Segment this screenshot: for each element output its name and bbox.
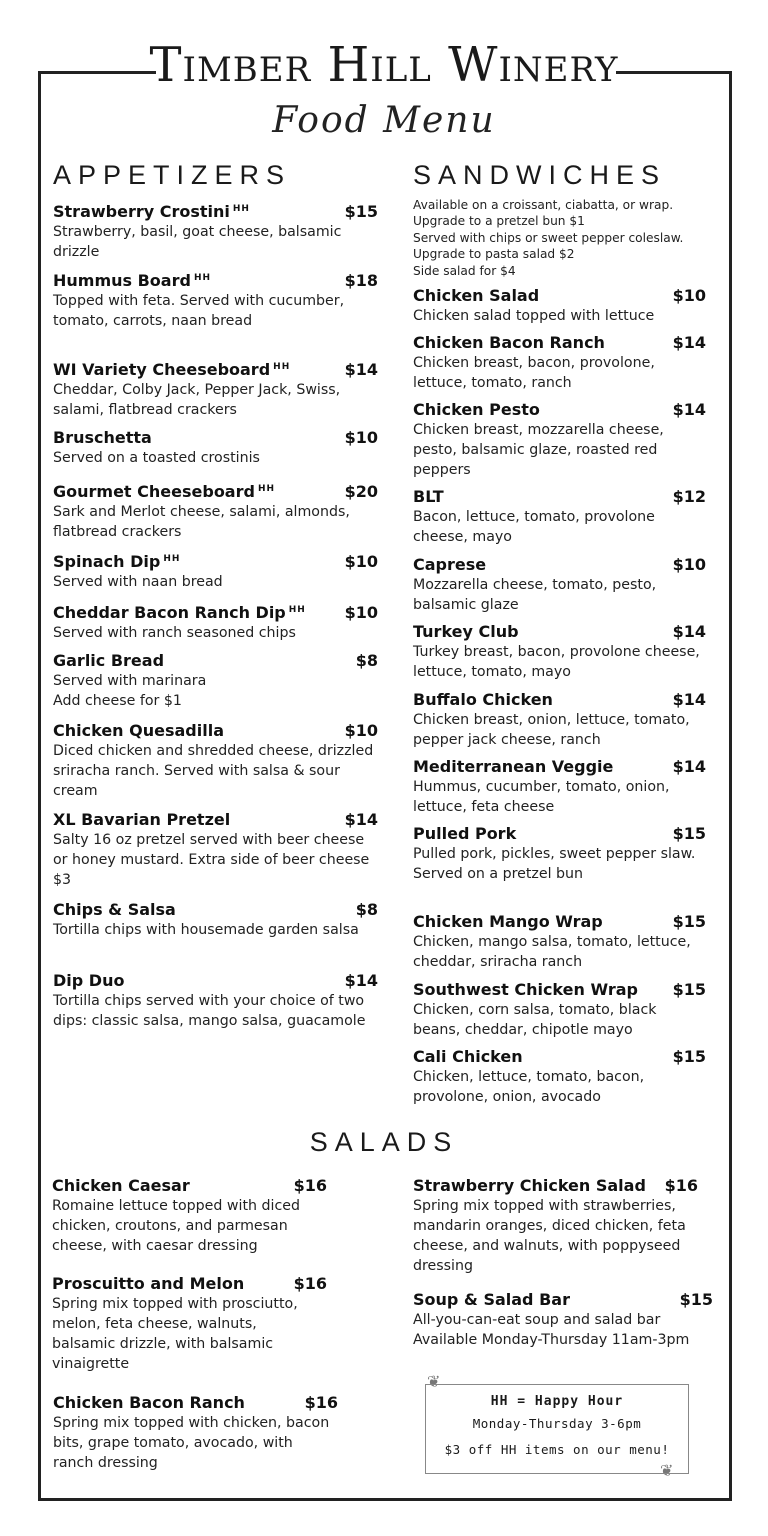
appetizer-item: [53, 549, 378, 592]
sandwich-item: [413, 487, 706, 547]
item-description: Chicken breast, bacon, provolone, lettuce, tomato, ranch: [413, 355, 655, 391]
sandwich-item: [413, 912, 706, 972]
salad-item: [53, 1393, 338, 1473]
sandwich-note: Upgrade to pasta salad $2: [413, 247, 575, 262]
item-name: Bruschetta: [53, 428, 152, 447]
happy-hour-days: Monday-Thursday 3-6pm: [472, 1416, 642, 1431]
appetizer-item: [53, 268, 378, 331]
item-price: $10: [672, 286, 706, 305]
item-description: Served on a toasted crostinis: [53, 450, 260, 466]
item-price: $10: [344, 721, 378, 740]
item-description: Served with marinara Add cheese for $1: [53, 673, 207, 709]
hh-tag: HH: [257, 484, 276, 494]
item-name: Hummus Board: [53, 271, 191, 290]
item-price: $8: [355, 651, 378, 670]
happy-hour-title: HH = Happy Hour: [490, 1394, 624, 1409]
menu-subtitle: Food Menu: [272, 100, 496, 141]
appetizer-item: [53, 721, 378, 801]
sandwich-item: [413, 555, 706, 615]
item-price: $18: [344, 271, 378, 290]
appetizer-item: [53, 900, 378, 940]
sandwich-note: Side salad for $4: [413, 263, 516, 278]
item-price: $12: [672, 487, 706, 506]
item-price: $10: [672, 555, 706, 574]
item-description: Chicken breast, onion, lettuce, tomato, pepper jack cheese, ranch: [413, 712, 690, 748]
appetizer-item: [53, 810, 378, 890]
sandwich-item: [413, 286, 706, 326]
appetizers-title: APPETIZERS: [53, 160, 292, 190]
salad-item: [52, 1176, 327, 1256]
sandwich-note: Upgrade to a pretzel bun $1: [413, 214, 585, 229]
happy-hour-box: [425, 1384, 689, 1474]
item-name: BLT: [413, 487, 444, 506]
item-price: $14: [672, 690, 706, 709]
leaf-sprig-icon: ❦: [427, 1372, 441, 1391]
appetizer-item: [53, 651, 378, 711]
item-description: Spring mix topped with prosciutto, melon, feta cheese, walnuts, balsamic drizzle, with balsamic vinaigrette: [52, 1296, 298, 1372]
hh-tag: HH: [163, 554, 181, 564]
item-name: XL Bavarian Pretzel: [53, 810, 231, 829]
appetizer-item: [53, 600, 378, 643]
item-description: Hummus, cucumber, tomato, onion, lettuce, feta cheese: [413, 779, 670, 815]
sandwich-item: [413, 757, 706, 817]
item-description: Pulled pork, pickles, sweet pepper slaw. Served on a pretzel bun: [413, 846, 696, 882]
hh-tag: HH: [193, 273, 212, 283]
appetizer-item: [53, 428, 378, 468]
item-name: Chips & Salsa: [53, 900, 176, 919]
item-description: Chicken, lettuce, tomato, bacon, provolone, onion, avocado: [413, 1069, 645, 1105]
item-description: Salty 16 oz pretzel served with beer cheese or honey mustard. Extra side of beer cheese $3: [53, 832, 370, 888]
item-name: Turkey Club: [413, 622, 519, 641]
item-price: $16: [293, 1274, 327, 1293]
item-name: Garlic Bread: [53, 651, 165, 670]
item-name: Chicken Bacon Ranch: [53, 1393, 245, 1412]
item-description: Chicken, mango salsa, tomato, lettuce, cheddar, sriracha ranch: [413, 934, 691, 970]
item-name: Mediterranean Veggie: [413, 757, 614, 776]
item-price: $15: [672, 912, 706, 931]
sandwich-item: [413, 400, 706, 480]
item-description: Served with ranch seasoned chips: [53, 625, 296, 641]
sandwich-item: [413, 980, 706, 1040]
item-description: Sark and Merlot cheese, salami, almonds, flatbread crackers: [53, 504, 350, 540]
item-description: Mozzarella cheese, tomato, pesto, balsamic glaze: [413, 577, 657, 613]
salad-item: [413, 1176, 698, 1276]
item-description: Turkey breast, bacon, provolone cheese, lettuce, tomato, mayo: [413, 644, 700, 680]
item-description: Strawberry, basil, goat cheese, balsamic drizzle: [53, 224, 342, 260]
sandwiches-title: SANDWICHES: [413, 160, 667, 190]
item-description: Romaine lettuce topped with diced chicken, croutons, and parmesan cheese, with caesar dressing: [52, 1198, 301, 1254]
salad-item: [52, 1274, 327, 1374]
item-price: $15: [679, 1290, 713, 1309]
sandwich-note: Available on a croissant, ciabatta, or wrap.: [413, 198, 674, 212]
salad-item: [413, 1290, 713, 1350]
item-price: $14: [672, 622, 706, 641]
item-name: Chicken Caesar: [52, 1176, 190, 1195]
item-description: Tortilla chips served with your choice of two dips: classic salsa, mango salsa, guacamole: [53, 993, 366, 1029]
item-name: Strawberry Chicken Salad: [413, 1176, 646, 1195]
sandwich-item: [413, 690, 706, 750]
appetizer-item: [53, 199, 378, 262]
item-name: Soup & Salad Bar: [413, 1290, 570, 1309]
item-description: Diced chicken and shredded cheese, drizzled sriracha ranch. Served with salsa & sour cream: [53, 743, 374, 799]
item-price: $14: [672, 757, 706, 776]
sandwich-item: [413, 622, 706, 682]
item-name: Chicken Mango Wrap: [413, 912, 603, 931]
item-price: $16: [664, 1176, 698, 1195]
item-name: Chicken Pesto: [413, 400, 540, 419]
item-name: Cheddar Bacon Ranch Dip: [53, 603, 286, 622]
item-price: $10: [344, 552, 378, 571]
item-price: $16: [293, 1176, 327, 1195]
item-description: Chicken breast, mozzarella cheese, pesto, balsamic glaze, roasted red peppers: [413, 422, 664, 478]
item-name: Chicken Salad: [413, 286, 540, 305]
item-name: Buffalo Chicken: [413, 690, 553, 709]
hh-tag: HH: [232, 204, 250, 214]
appetizer-item: [53, 971, 378, 1031]
item-price: $14: [672, 333, 706, 352]
item-description: Tortilla chips with housemade garden salsa: [53, 922, 359, 938]
item-price: $15: [672, 980, 706, 999]
item-description: Spring mix topped with chicken, bacon bits, grape tomato, avocado, with ranch dressing: [53, 1415, 330, 1471]
sandwich-note: Served with chips or sweet pepper coleslaw.: [413, 230, 684, 245]
item-price: $14: [344, 810, 378, 829]
sandwich-item: [413, 333, 706, 393]
winery-title: Timber Hill Winery: [149, 37, 619, 93]
item-price: $10: [344, 428, 378, 447]
item-price: $16: [304, 1393, 338, 1412]
item-name: Southwest Chicken Wrap: [413, 980, 638, 999]
item-description: Served with naan bread: [53, 574, 223, 590]
item-price: $15: [344, 202, 378, 221]
leaf-sprig-icon: ❦: [660, 1461, 674, 1480]
sandwich-notes: [413, 197, 713, 279]
item-price: $20: [344, 482, 378, 501]
item-name: Strawberry Crostini: [53, 202, 230, 221]
item-name: Pulled Pork: [413, 824, 517, 843]
item-price: $8: [355, 900, 378, 919]
item-price: $14: [344, 360, 378, 379]
hh-tag: HH: [288, 605, 306, 615]
item-description: Chicken salad topped with lettuce: [413, 308, 655, 324]
item-description: All-you-can-eat soup and salad bar Available Monday-Thursday 11am-3pm: [413, 1312, 690, 1348]
item-description: Chicken, corn salsa, tomato, black beans, cheddar, chipotle mayo: [413, 1002, 657, 1038]
item-name: WI Variety Cheeseboard: [53, 360, 271, 379]
item-description: Spring mix topped with strawberries, mandarin oranges, diced chicken, feta cheese, and walnuts, with poppyseed dressing: [413, 1198, 686, 1274]
item-price: $10: [344, 603, 378, 622]
item-price: $15: [672, 1047, 706, 1066]
item-name: Cali Chicken: [413, 1047, 523, 1066]
item-name: Spinach Dip: [53, 552, 161, 571]
appetizer-item: [53, 479, 378, 542]
item-name: Chicken Quesadilla: [53, 721, 224, 740]
item-description: Topped with feta. Served with cucumber, tomato, carrots, naan bread: [53, 293, 345, 329]
item-name: Chicken Bacon Ranch: [413, 333, 605, 352]
appetizer-item: [53, 357, 378, 420]
sandwich-item: [413, 824, 706, 884]
item-description: Cheddar, Colby Jack, Pepper Jack, Swiss, salami, flatbread crackers: [53, 382, 341, 418]
item-price: $14: [344, 971, 378, 990]
sandwich-item: [413, 1047, 706, 1107]
item-price: $15: [672, 824, 706, 843]
happy-hour-discount: $3 off HH items on our menu!: [444, 1442, 670, 1457]
hh-tag: HH: [273, 362, 291, 372]
salads-title: SALADS: [309, 1127, 459, 1157]
item-description: Bacon, lettuce, tomato, provolone cheese, mayo: [413, 509, 655, 545]
item-name: Gourmet Cheeseboard: [53, 482, 255, 501]
item-name: Caprese: [413, 555, 487, 574]
item-name: Dip Duo: [53, 971, 125, 990]
item-name: Proscuitto and Melon: [52, 1274, 245, 1293]
item-price: $14: [672, 400, 706, 419]
